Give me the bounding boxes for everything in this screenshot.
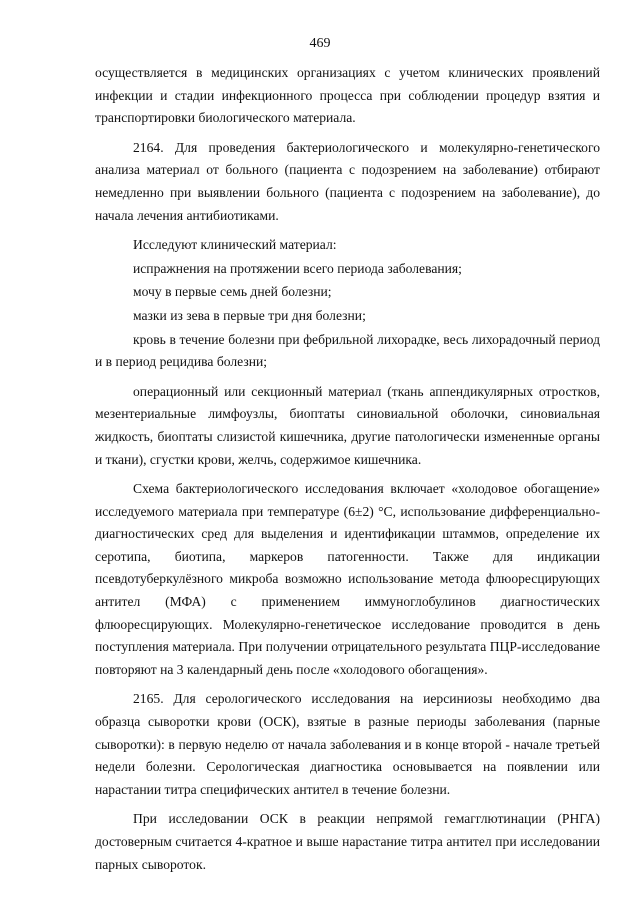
paragraph-clinical-material-heading: Исследуют клинический материал: [133,237,337,253]
paragraph-bacteriological-scheme: Схема бактериологического исследования включает «холодовое обогащение» исследуемого материала при температуре (6±2) °С, использование дифференциально-диагностических сред для выделения и идентификации штаммов, определение их серотипа, биотипа, маркеров патогенности. Также для индикации псевдотуберкулёзного микроба возможно использование метода флюоресцирующих антител (МФА) с применением иммуноглобулинов диагностических флюоресцирующих. Молекулярно-генетическое исследование проводится в день поступления материала. При получении отрицательного результата ПЦР-исследование повторяют на 3 календарный день после «холодового обогащения». [95,481,600,677]
list-item-throat-swabs: мазки из зева в первые три дня болезни; [133,307,366,323]
paragraph-2164: 2164. Для проведения бактериологического и молекулярно-генетического анализа материал от больного (пациента с подозрением на заболевание) отбирают немедленно при выявлении больного (пациента с подозрением на заболевание), до начала лечения антибиотиками. [95,139,600,223]
list-item-urine: мочу в первые семь дней болезни; [133,284,332,300]
list-item-surgical-material: операционный или секционный материал (ткань аппендикулярных отростков, мезентериальные лимфоузлы, биоптаты синовиальной оболочки, синовиальная жидкость, биоптаты слизистой кишечника, другие патологически измененные органы и ткани), сгустки крови, желчь, содержимое кишечника. [95,383,600,467]
paragraph-continuation: осуществляется в медицинских организациях с учетом клинических проявлений инфекции и стадии инфекционного процесса при соблюдении процедур взятия и транспортировки биологического материала. [95,65,600,126]
paragraph-rnga: При исследовании ОСК в реакции непрямой гемагглютинации (РНГА) достоверным считается 4-кратное и выше нарастание титра антител при исследовании парных сывороток. [95,811,600,872]
page-number: 469 [309,36,331,51]
list-item-feces: испражнения на протяжении всего периода заболевания; [133,260,462,276]
paragraph-2165: 2165. Для серологического исследования на иерсиниозы необходимо два образца сыворотки крови (ОСК), взятые в разные периоды заболевания (парные сыворотки): в первую неделю от начала заболевания и в конце второй - начале третьей недели болезни. Серологическая диагностика основывается на появлении или нарастании титра специфических антител в течение болезни. [95,691,600,797]
document-body [95,62,600,879]
list-item-blood: кровь в течение болезни при фебрильной лихорадке, весь лихорадочный период и в период рецидива болезни; [95,331,600,370]
